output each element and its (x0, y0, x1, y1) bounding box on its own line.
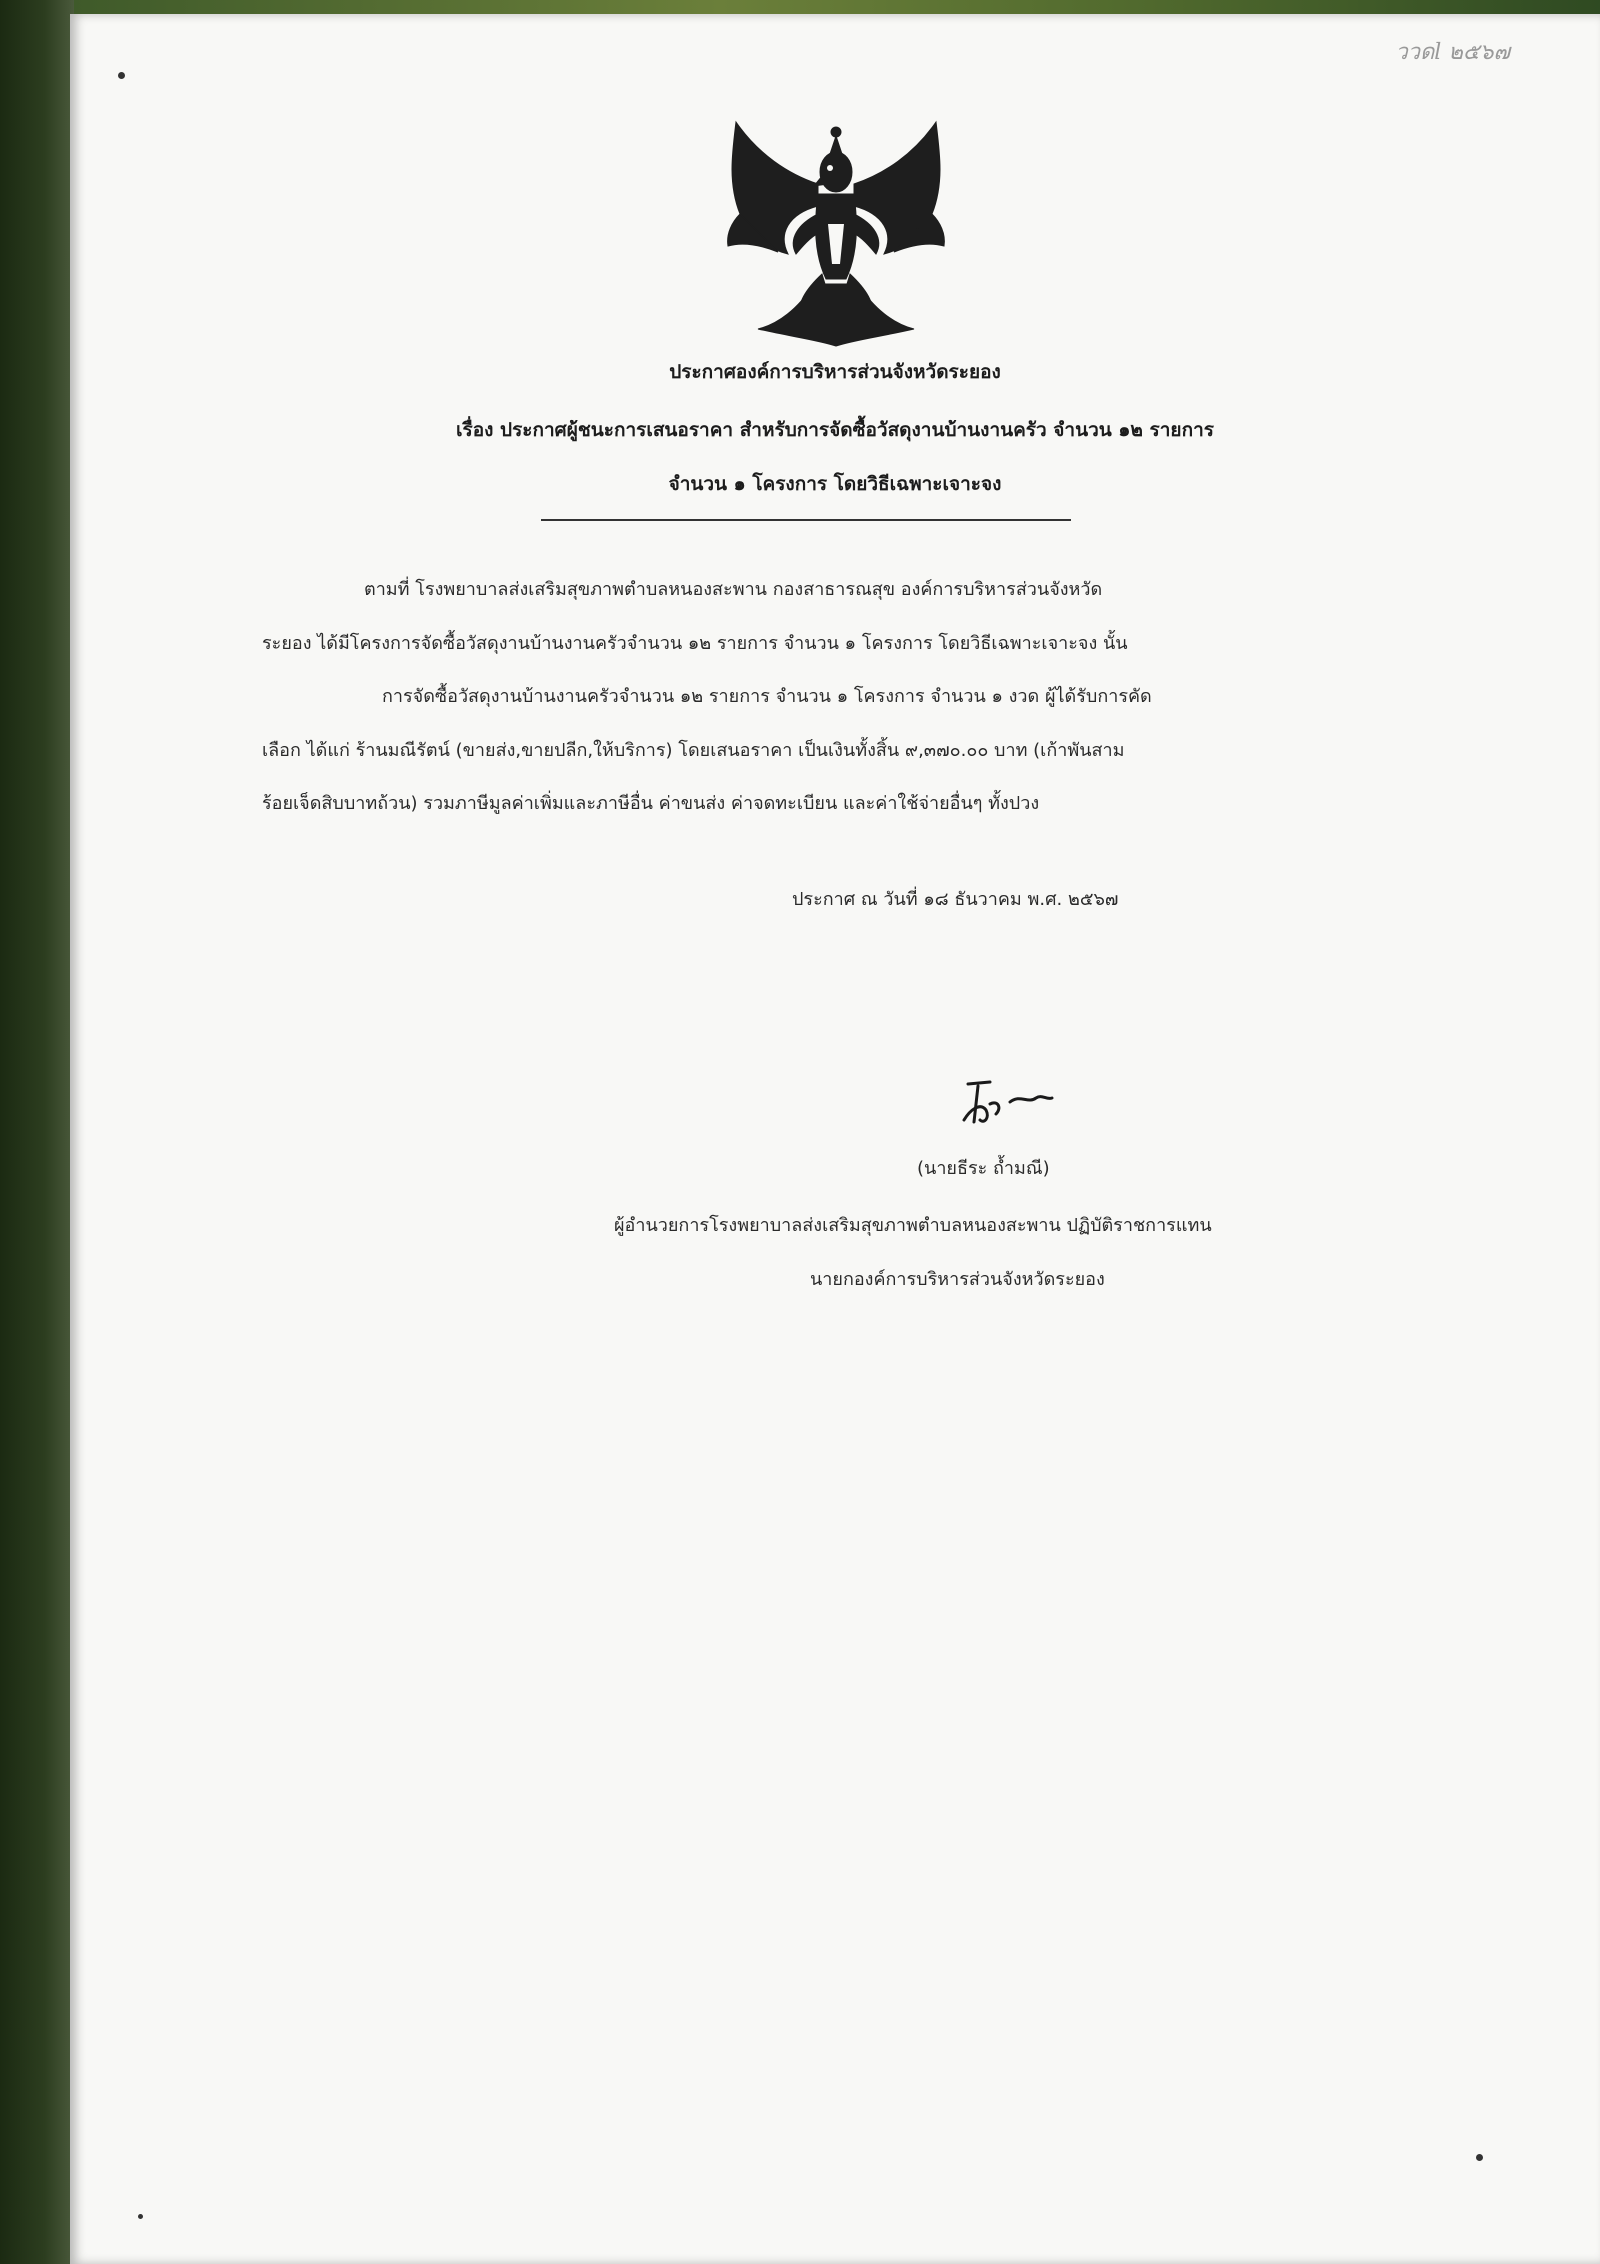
signatory-position: ผู้อำนวยการโรงพยาบาลส่งเสริมสุขภาพตำบลหนองสะพาน ปฏิบัติราชการแทน (614, 1215, 1212, 1236)
garuda-emblem-icon (718, 114, 954, 349)
speck-mark (138, 2214, 143, 2219)
body-paragraph-1-line-1: ตามที่ โรงพยาบาลส่งเสริมสุขภาพตำบลหนองสะพาน กองสาธารณสุข องค์การบริหารส่วนจังหวัด (364, 579, 1103, 600)
handwritten-reference-note: ววดl ๒๕๖๗ (1395, 40, 1510, 65)
announcement-subject-cont: จำนวน ๑ โครงการ โดยวิธีเฉพาะเจาะจง (668, 473, 1002, 495)
body-paragraph-2-line-1: การจัดซื้อวัสดุงานบ้านงานครัวจำนวน ๑๒ รายการ จำนวน ๑ โครงการ จำนวน ๑ งวด ผู้ได้รับการคัด (382, 686, 1152, 707)
signatory-organization: นายกองค์การบริหารส่วนจังหวัดระยอง (810, 1269, 1105, 1290)
speck-mark (1476, 2154, 1483, 2161)
announcement-subject: เรื่อง ประกาศผู้ชนะการเสนอราคา สำหรับการจัดซื้อวัสดุงานบ้านงานครัว จำนวน ๑๒ รายการ (456, 419, 1214, 441)
body-paragraph-2-line-3: ร้อยเจ็ดสิบบาทถ้วน) รวมภาษีมูลค่าเพิ่มและภาษีอื่น ค่าขนส่ง ค่าจดทะเบียน และค่าใช้จ่ายอื่นๆ ทั้งปวง (262, 793, 1040, 814)
background-left-band (0, 0, 74, 2264)
handwritten-signature (950, 1074, 1070, 1129)
body-paragraph-2-line-2: เลือก ได้แก่ ร้านมณีรัตน์ (ขายส่ง,ขายปลีก,ให้บริการ) โดยเสนอราคา เป็นเงินทั้งสิ้น ๙,๓๗๐.๐๐ บาท (เก้าพันสาม (262, 740, 1125, 761)
speck-mark (118, 72, 125, 79)
body-paragraph-1-line-2: ระยอง ได้มีโครงการจัดซื้อวัสดุงานบ้านงานครัวจำนวน ๑๒ รายการ จำนวน ๑ โครงการ โดยวิธีเฉพาะเจาะจง นั้น (262, 633, 1128, 654)
announcement-date: ประกาศ ณ วันที่ ๑๘ ธันวาคม พ.ศ. ๒๕๖๗ (792, 889, 1119, 910)
document-page (70, 14, 1600, 2264)
title-divider (541, 519, 1071, 521)
signatory-name: (นายธีระ ถ้ำมณี) (917, 1158, 1050, 1179)
announcement-title: ประกาศองค์การบริหารส่วนจังหวัดระยอง (669, 361, 1001, 383)
